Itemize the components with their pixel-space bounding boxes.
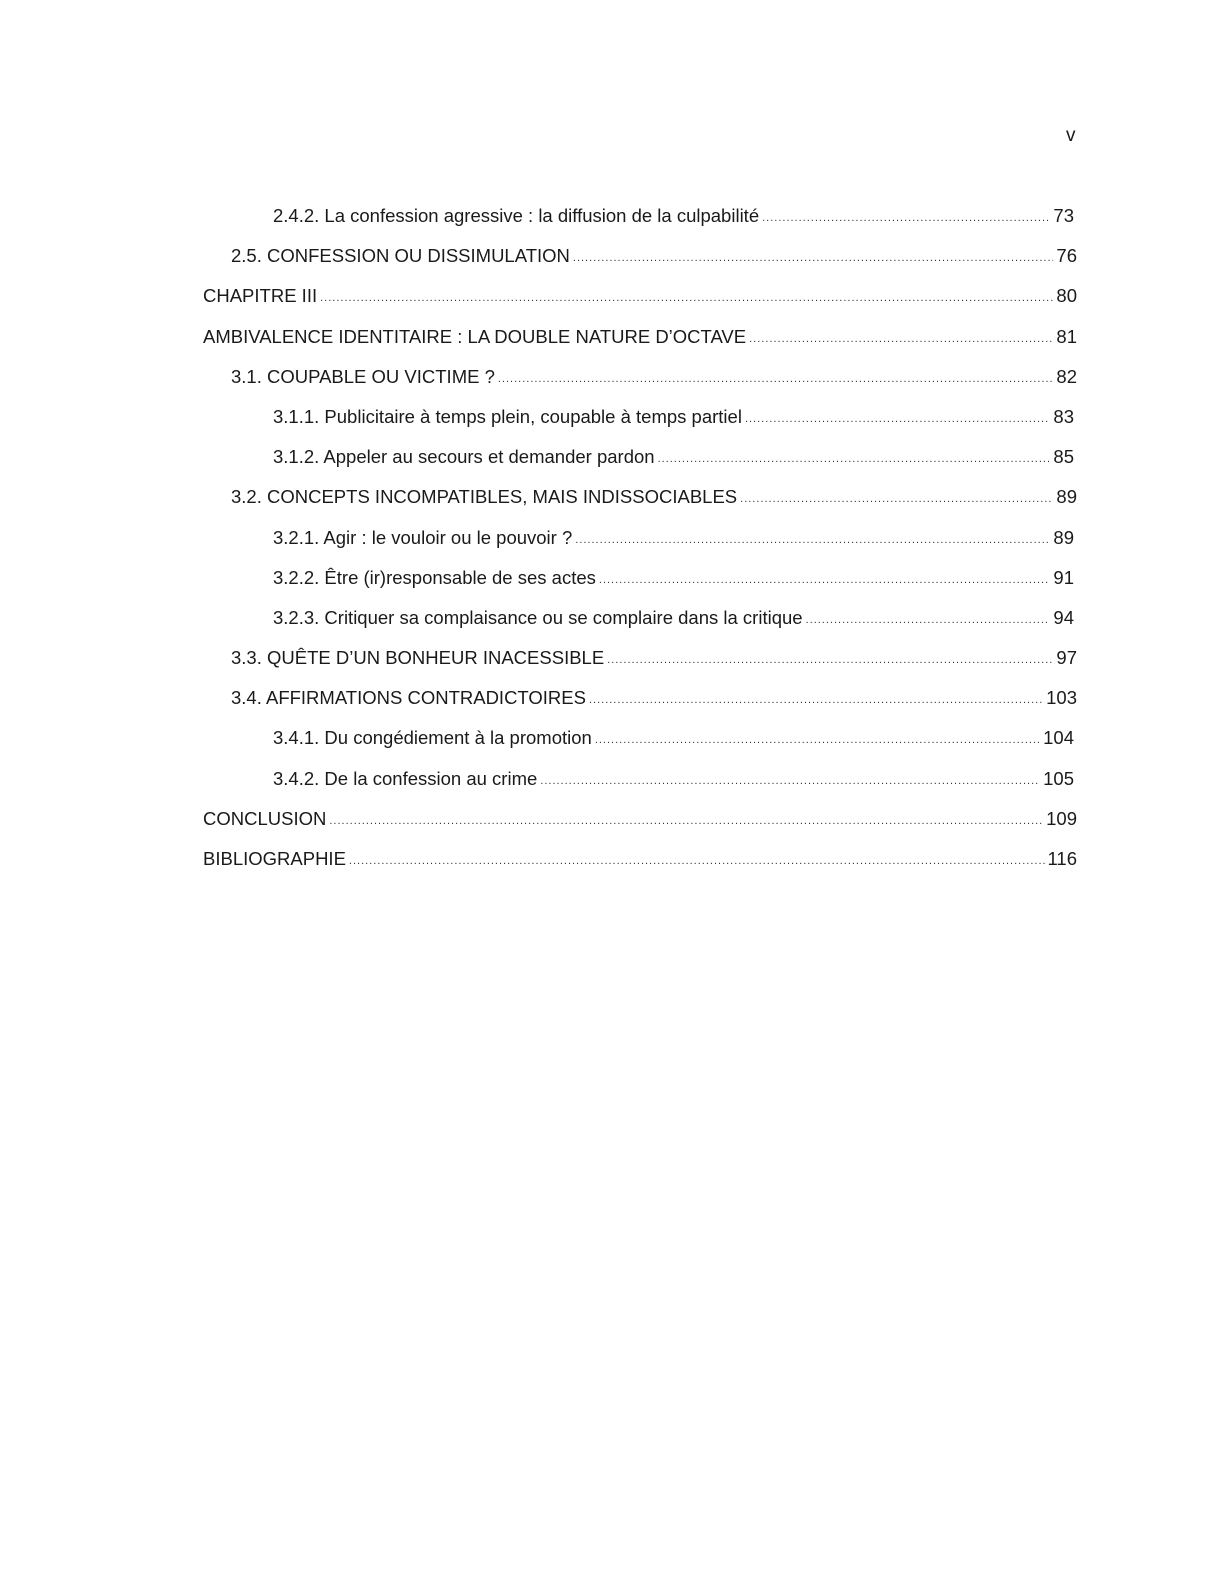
toc-entry-page: 85 bbox=[1053, 446, 1074, 468]
dot-leader bbox=[806, 608, 1051, 632]
toc-entry-page: 73 bbox=[1053, 205, 1074, 226]
dot-leader bbox=[658, 447, 1051, 471]
dot-leader bbox=[740, 487, 1053, 511]
toc-entry-label: 3.3. QUÊTE D’UN BONHEUR INACESSIBLE bbox=[231, 647, 605, 669]
dot-leader bbox=[498, 367, 1054, 391]
toc-entry-page: 89 bbox=[1056, 486, 1077, 508]
toc-entry[interactable] bbox=[203, 526, 1077, 566]
toc-entry[interactable] bbox=[203, 485, 1077, 525]
table-of-contents bbox=[203, 204, 1077, 887]
dot-leader bbox=[575, 528, 1050, 552]
page-number: v bbox=[1066, 125, 1076, 146]
toc-entry[interactable] bbox=[203, 365, 1077, 405]
toc-entry[interactable] bbox=[203, 646, 1077, 686]
dot-leader bbox=[749, 327, 1053, 351]
toc-entry-page: 104 bbox=[1043, 727, 1074, 749]
toc-entry[interactable] bbox=[203, 606, 1077, 646]
toc-entry-label: 3.2.3. Critiquer sa complaisance ou se complaire dans la critique bbox=[273, 606, 803, 628]
dot-leader bbox=[589, 688, 1043, 712]
dot-leader bbox=[540, 769, 1040, 793]
toc-entry-label: 3.4.1. Du congédiement à la promotion bbox=[273, 727, 592, 749]
toc-entry-label: 3.4. AFFIRMATIONS CONTRADICTOIRES bbox=[231, 687, 586, 709]
toc-entry[interactable] bbox=[203, 686, 1077, 726]
toc-entry-page: 97 bbox=[1056, 647, 1077, 669]
toc-entry[interactable] bbox=[203, 325, 1077, 365]
toc-entry-page: 91 bbox=[1053, 566, 1074, 588]
toc-entry-page: 76 bbox=[1056, 245, 1077, 267]
toc-entry-label: 2.5. CONFESSION OU DISSIMULATION bbox=[231, 245, 570, 267]
toc-entry-label: 3.4.2. De la confession au crime bbox=[273, 767, 538, 789]
toc-entry-page: 89 bbox=[1053, 526, 1074, 548]
toc-entry-page: 103 bbox=[1046, 687, 1077, 709]
toc-entry-label: 3.1. COUPABLE OU VICTIME ? bbox=[231, 365, 495, 387]
toc-entry-label: 3.2. CONCEPTS INCOMPATIBLES, MAIS INDISSOCIABLES bbox=[231, 486, 738, 508]
toc-entry[interactable] bbox=[203, 244, 1077, 284]
dot-leader bbox=[320, 286, 1053, 310]
dot-leader bbox=[329, 809, 1043, 833]
dot-leader bbox=[762, 206, 1050, 230]
toc-entry[interactable] bbox=[203, 204, 1077, 244]
toc-entry-label: 3.2.2. Être (ir)responsable de ses actes bbox=[273, 566, 596, 588]
toc-entry[interactable] bbox=[203, 445, 1077, 485]
toc-entry[interactable] bbox=[203, 566, 1077, 606]
dot-leader bbox=[599, 568, 1051, 592]
toc-entry-page: 105 bbox=[1043, 767, 1074, 789]
dot-leader bbox=[349, 849, 1045, 873]
toc-entry[interactable] bbox=[203, 807, 1077, 847]
toc-entry[interactable] bbox=[203, 405, 1077, 445]
toc-entry-page: 81 bbox=[1056, 325, 1077, 347]
toc-entry-page: 109 bbox=[1046, 807, 1077, 829]
toc-entry[interactable] bbox=[203, 726, 1077, 766]
toc-entry-label: 2.4.2. La confession agressive : la diffusion de la culpabilité bbox=[273, 205, 760, 226]
dot-leader bbox=[607, 648, 1053, 672]
toc-entry-label: CONCLUSION bbox=[203, 807, 327, 829]
dot-leader bbox=[745, 407, 1050, 431]
toc-entry[interactable] bbox=[203, 284, 1077, 324]
toc-entry-label: BIBLIOGRAPHIE bbox=[203, 848, 346, 869]
toc-entry-page: 80 bbox=[1056, 285, 1077, 307]
toc-entry-page: 82 bbox=[1056, 365, 1077, 387]
dot-leader bbox=[595, 728, 1040, 752]
toc-entry-label: 3.2.1. Agir : le vouloir ou le pouvoir ? bbox=[273, 526, 573, 548]
toc-entry-page: 116 bbox=[1047, 848, 1077, 869]
toc-entry-page: 83 bbox=[1053, 405, 1074, 427]
toc-entry-label: AMBIVALENCE IDENTITAIRE : LA DOUBLE NATURE D’OCTAVE bbox=[203, 325, 747, 347]
toc-entry-label: CHAPITRE III bbox=[203, 285, 318, 307]
toc-entry-label: 3.1.1. Publicitaire à temps plein, coupable à temps partiel bbox=[273, 405, 742, 427]
toc-entry[interactable] bbox=[203, 847, 1077, 887]
toc-entry-label: 3.1.2. Appeler au secours et demander pardon bbox=[273, 446, 655, 468]
toc-entry[interactable] bbox=[203, 767, 1077, 807]
dot-leader bbox=[573, 246, 1054, 270]
toc-entry-page: 94 bbox=[1053, 606, 1074, 628]
